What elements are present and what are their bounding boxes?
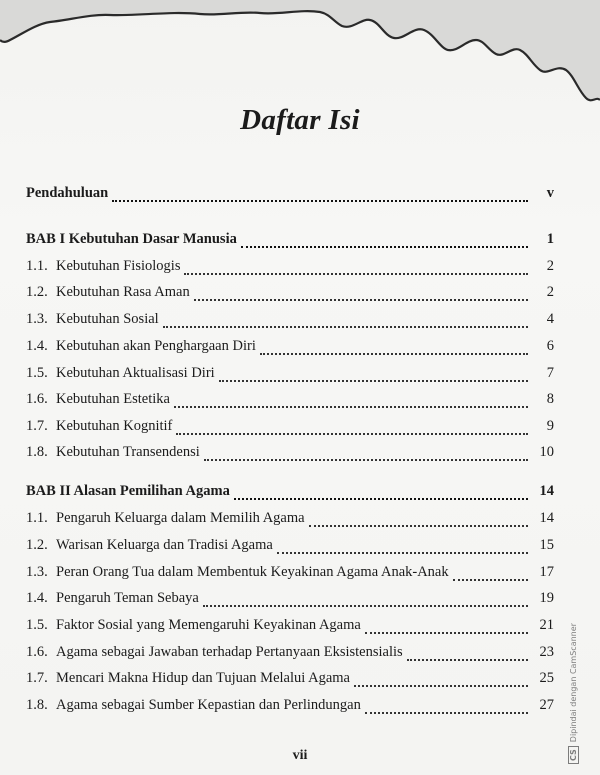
toc-label: BAB II Alasan Pemilihan Agama [26, 483, 230, 499]
toc-section[interactable] [26, 391, 554, 415]
toc-page-number: 9 [546, 418, 554, 434]
toc-section-number: 1.8. [26, 444, 48, 460]
toc-label: Kebutuhan Sosial [56, 311, 159, 327]
toc-label: BAB I Kebutuhan Dasar Manusia [26, 231, 237, 247]
toc-section[interactable] [26, 444, 554, 468]
toc-section[interactable] [26, 311, 554, 335]
toc-page-number: 6 [546, 338, 554, 354]
toc-section-number: 1.8. [26, 697, 48, 713]
scanner-watermark [568, 623, 579, 764]
toc-section-number: 1.2. [26, 284, 48, 300]
scanner-watermark-text: Dipindai dengan CamScanner [569, 623, 578, 743]
toc-chapter-bab-1[interactable] [26, 231, 554, 255]
toc-section[interactable] [26, 510, 554, 534]
dot-leader [163, 326, 528, 328]
toc-section-number: 1.1. [26, 510, 48, 526]
toc-page-number: 8 [546, 391, 554, 407]
toc-label: Kebutuhan Transendensi [56, 444, 200, 460]
toc-section[interactable] [26, 617, 554, 641]
toc-section-number: 1.4. [26, 338, 48, 354]
camscanner-logo-icon: CS [568, 746, 579, 764]
dot-leader [184, 273, 528, 275]
dot-leader [112, 200, 528, 202]
toc-label: Warisan Keluarga dan Tradisi Agama [56, 537, 273, 553]
toc-chapter-pendahuluan[interactable] [26, 185, 554, 209]
dot-leader [219, 380, 528, 382]
toc-label: Agama sebagai Jawaban terhadap Pertanyaan Eksistensialis [56, 644, 403, 660]
toc-page-number: 10 [539, 444, 554, 460]
dot-leader [194, 299, 528, 301]
dot-leader [354, 685, 528, 687]
toc-section-number: 1.7. [26, 670, 48, 686]
page-number: vii [292, 748, 308, 763]
toc-page-number: 19 [539, 590, 554, 606]
toc-section[interactable] [26, 670, 554, 694]
toc-label: Pendahuluan [26, 185, 109, 201]
toc-page-number: 2 [546, 258, 554, 274]
toc-label: Kebutuhan Estetika [56, 391, 170, 407]
toc-page-number: 17 [539, 564, 554, 580]
dot-leader [204, 459, 528, 461]
toc-label: Faktor Sosial yang Memengaruhi Keyakinan Agama [56, 617, 361, 633]
dot-leader [234, 498, 528, 500]
toc-section-number: 1.1. [26, 258, 48, 274]
page-title: Daftar Isi [240, 104, 360, 136]
toc-section[interactable] [26, 284, 554, 308]
toc-section-number: 1.4. [26, 590, 48, 606]
toc-page-number: 14 [539, 483, 554, 499]
toc-section[interactable] [26, 418, 554, 442]
toc-section[interactable] [26, 697, 554, 721]
bleed-through-text [40, 60, 580, 80]
dot-leader [453, 579, 528, 581]
toc-section[interactable] [26, 338, 554, 362]
toc-label: Mencari Makna Hidup dan Tujuan Melalui Agama [56, 670, 350, 686]
toc-label: Agama sebagai Sumber Kepastian dan Perlindungan [56, 697, 361, 713]
toc-section[interactable] [26, 564, 554, 588]
toc-section-number: 1.2. [26, 537, 48, 553]
toc-section-number: 1.3. [26, 311, 48, 327]
toc-label: Kebutuhan Kognitif [56, 418, 173, 434]
toc-label: Kebutuhan akan Penghargaan Diri [56, 338, 256, 354]
toc-section[interactable] [26, 537, 554, 561]
toc-section-number: 1.5. [26, 617, 48, 633]
toc-label: Kebutuhan Rasa Aman [56, 284, 190, 300]
toc-page-number: 25 [539, 670, 554, 686]
torn-paper-edge [0, 0, 600, 110]
toc-section[interactable] [26, 258, 554, 282]
toc-chapter-bab-2[interactable] [26, 483, 554, 507]
toc-label: Peran Orang Tua dalam Membentuk Keyakinan Agama Anak-Anak [56, 564, 449, 580]
toc-section-number: 1.5. [26, 365, 48, 381]
toc-page-number: 1 [546, 231, 554, 247]
dot-leader [260, 353, 528, 355]
toc-page-number: 21 [539, 617, 554, 633]
toc-page-number: 4 [546, 311, 554, 327]
dot-leader [365, 712, 528, 714]
toc-page-number: 15 [539, 537, 554, 553]
dot-leader [407, 659, 528, 661]
toc-section-number: 1.7. [26, 418, 48, 434]
toc-label: Pengaruh Keluarga dalam Memilih Agama [56, 510, 305, 526]
toc-page-number: 7 [546, 365, 554, 381]
toc-section[interactable] [26, 644, 554, 668]
dot-leader [309, 525, 528, 527]
toc-label: Kebutuhan Aktualisasi Diri [56, 365, 215, 381]
toc-page-number: v [546, 185, 554, 201]
toc-section-number: 1.3. [26, 564, 48, 580]
toc-section-number: 1.6. [26, 391, 48, 407]
toc-page-number: 23 [539, 644, 554, 660]
toc-label: Kebutuhan Fisiologis [56, 258, 181, 274]
toc-page-number: 14 [539, 510, 554, 526]
toc-label: Pengaruh Teman Sebaya [56, 590, 199, 606]
dot-leader [176, 433, 528, 435]
dot-leader [277, 552, 528, 554]
dot-leader [203, 605, 528, 607]
toc-section-number: 1.6. [26, 644, 48, 660]
dot-leader [365, 632, 528, 634]
toc-page-number: 2 [546, 284, 554, 300]
dot-leader [174, 406, 528, 408]
toc-page-number: 27 [539, 697, 554, 713]
toc-section[interactable] [26, 590, 554, 614]
toc-section[interactable] [26, 365, 554, 389]
dot-leader [241, 246, 528, 248]
